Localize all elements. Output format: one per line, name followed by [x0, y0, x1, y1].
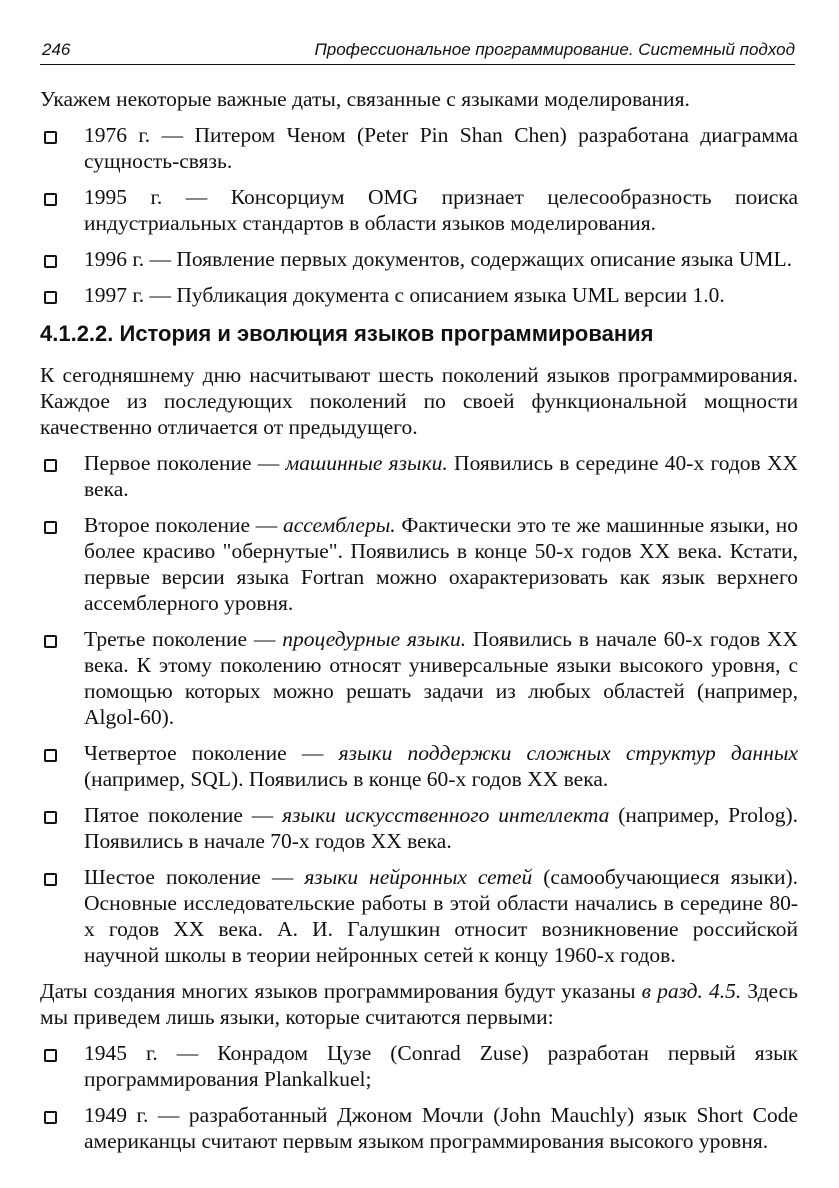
list-item-text: 1949 г. — разработанный Джоном Мочли (John Mauchly) язык Short Code американцы считают первым языком программирования высокого уровня.: [84, 1103, 798, 1153]
modeling-dates-list: [40, 122, 798, 308]
paragraph-text: Здесь мы приведем лишь языки, которые считаются первыми:: [40, 979, 798, 1029]
checkbox-bullet-icon: [44, 255, 57, 268]
section-intro-paragraph: К сегодняшнему дню насчитывают шесть поколений языков программирования. Каждое из последующих поколений по своей функциональной мощности качественно отличается от предыдущего.: [40, 363, 798, 439]
running-title: Профессиональное программирование. Системный подход: [314, 40, 795, 59]
list-item-text: Пятое поколение —: [84, 803, 283, 827]
checkbox-bullet-icon: [44, 1111, 57, 1124]
list-item: [40, 1040, 798, 1092]
list-item-text: (самообучающиеся языки). Основные исследовательские работы в этой области начались в середине 80-х годов XX века. А. И. Галушкин относит возникновение российской научной школы в теории нейронных сетей к концу 1960-х годов.: [84, 865, 798, 967]
list-item-text: Фактически это те же машинные языки, но более красиво "обернутые". Появились в конце 50-х годов XX века. Кстати, первые версии языка Fortran можно охарактеризовать как язык верхнего ассемблерного уровня.: [84, 513, 798, 615]
list-item-text: (например, SQL). Появились в конце 60-х годов XX века.: [84, 767, 609, 791]
checkbox-bullet-icon: [44, 521, 57, 534]
list-item-text: Второе поколение —: [84, 513, 283, 537]
checkbox-bullet-icon: [44, 1049, 57, 1062]
checkbox-bullet-icon: [44, 193, 57, 206]
section-heading: 4.1.2.2. История и эволюция языков программирования: [40, 321, 654, 346]
list-item-text: Четвертое поколение —: [84, 741, 339, 765]
checkbox-bullet-icon: [44, 749, 57, 762]
list-item-text: 1976 г. — Питером Ченом (Peter Pin Shan Chen) разработана диаграмма сущность-связь.: [84, 123, 798, 173]
page-header: [40, 38, 795, 65]
term-italic: языки поддержки сложных структур данных: [338, 741, 798, 765]
list-item: [40, 1102, 798, 1154]
list-item: [40, 626, 798, 730]
intro-paragraph: Укажем некоторые важные даты, связанные с языками моделирования.: [40, 87, 690, 111]
list-item: [40, 282, 798, 308]
list-item-text: Появились в середине 40-х годов XX века.: [84, 451, 798, 501]
paragraph-text: Даты создания многих языков программирования будут указаны: [40, 979, 642, 1003]
list-item-text: Появились в начале 60-х годов XX века. К этому поколению относят универсальные языки высокого уровня, с помощью которых можно решать задачи из любых областей (например, Algol-60).: [84, 627, 798, 729]
first-languages-list: [40, 1040, 798, 1154]
list-item: [40, 802, 798, 854]
term-italic: машинные языки.: [285, 451, 448, 475]
term-italic: языки нейронных сетей: [304, 865, 533, 889]
list-item-text: 1997 г. — Публикация документа с описанием языка UML версии 1.0.: [84, 283, 725, 307]
list-item: [40, 512, 798, 616]
list-item: [40, 246, 798, 272]
list-item: [40, 122, 798, 174]
list-item: [40, 740, 798, 792]
term-italic: языки искусственного интеллекта: [282, 803, 610, 827]
checkbox-bullet-icon: [44, 291, 57, 304]
checkbox-bullet-icon: [44, 131, 57, 144]
page-body: [40, 86, 798, 1164]
list-item-text: 1996 г. — Появление первых документов, содержащих описание языка UML.: [84, 247, 792, 271]
list-item-text: Третье поколение —: [84, 627, 283, 651]
checkbox-bullet-icon: [44, 873, 57, 886]
list-item: [40, 450, 798, 502]
list-item-text: 1945 г. — Конрадом Цузе (Conrad Zuse) разработан первый язык программирования Plankalkuel;: [84, 1041, 798, 1091]
list-item-text: (например, Prolog). Появились в начале 70-х годов XX века.: [84, 803, 798, 853]
list-item-text: Шестое поколение —: [84, 865, 305, 889]
list-item: [40, 864, 798, 968]
dates-paragraph: [40, 978, 798, 1030]
term-italic: ассемблеры.: [282, 513, 396, 537]
list-item-text: Первое поколение —: [84, 451, 286, 475]
checkbox-bullet-icon: [44, 635, 57, 648]
page-number: 246: [42, 40, 71, 59]
list-item-text: 1995 г. — Консорциум OMG признает целесообразность поиска индустриальных стандартов в области языков моделирования.: [84, 185, 798, 235]
term-italic: процедурные языки.: [282, 627, 467, 651]
checkbox-bullet-icon: [44, 811, 57, 824]
generations-list: [40, 450, 798, 968]
checkbox-bullet-icon: [44, 459, 57, 472]
section-reference: в разд. 4.5.: [641, 979, 742, 1003]
list-item: [40, 184, 798, 236]
